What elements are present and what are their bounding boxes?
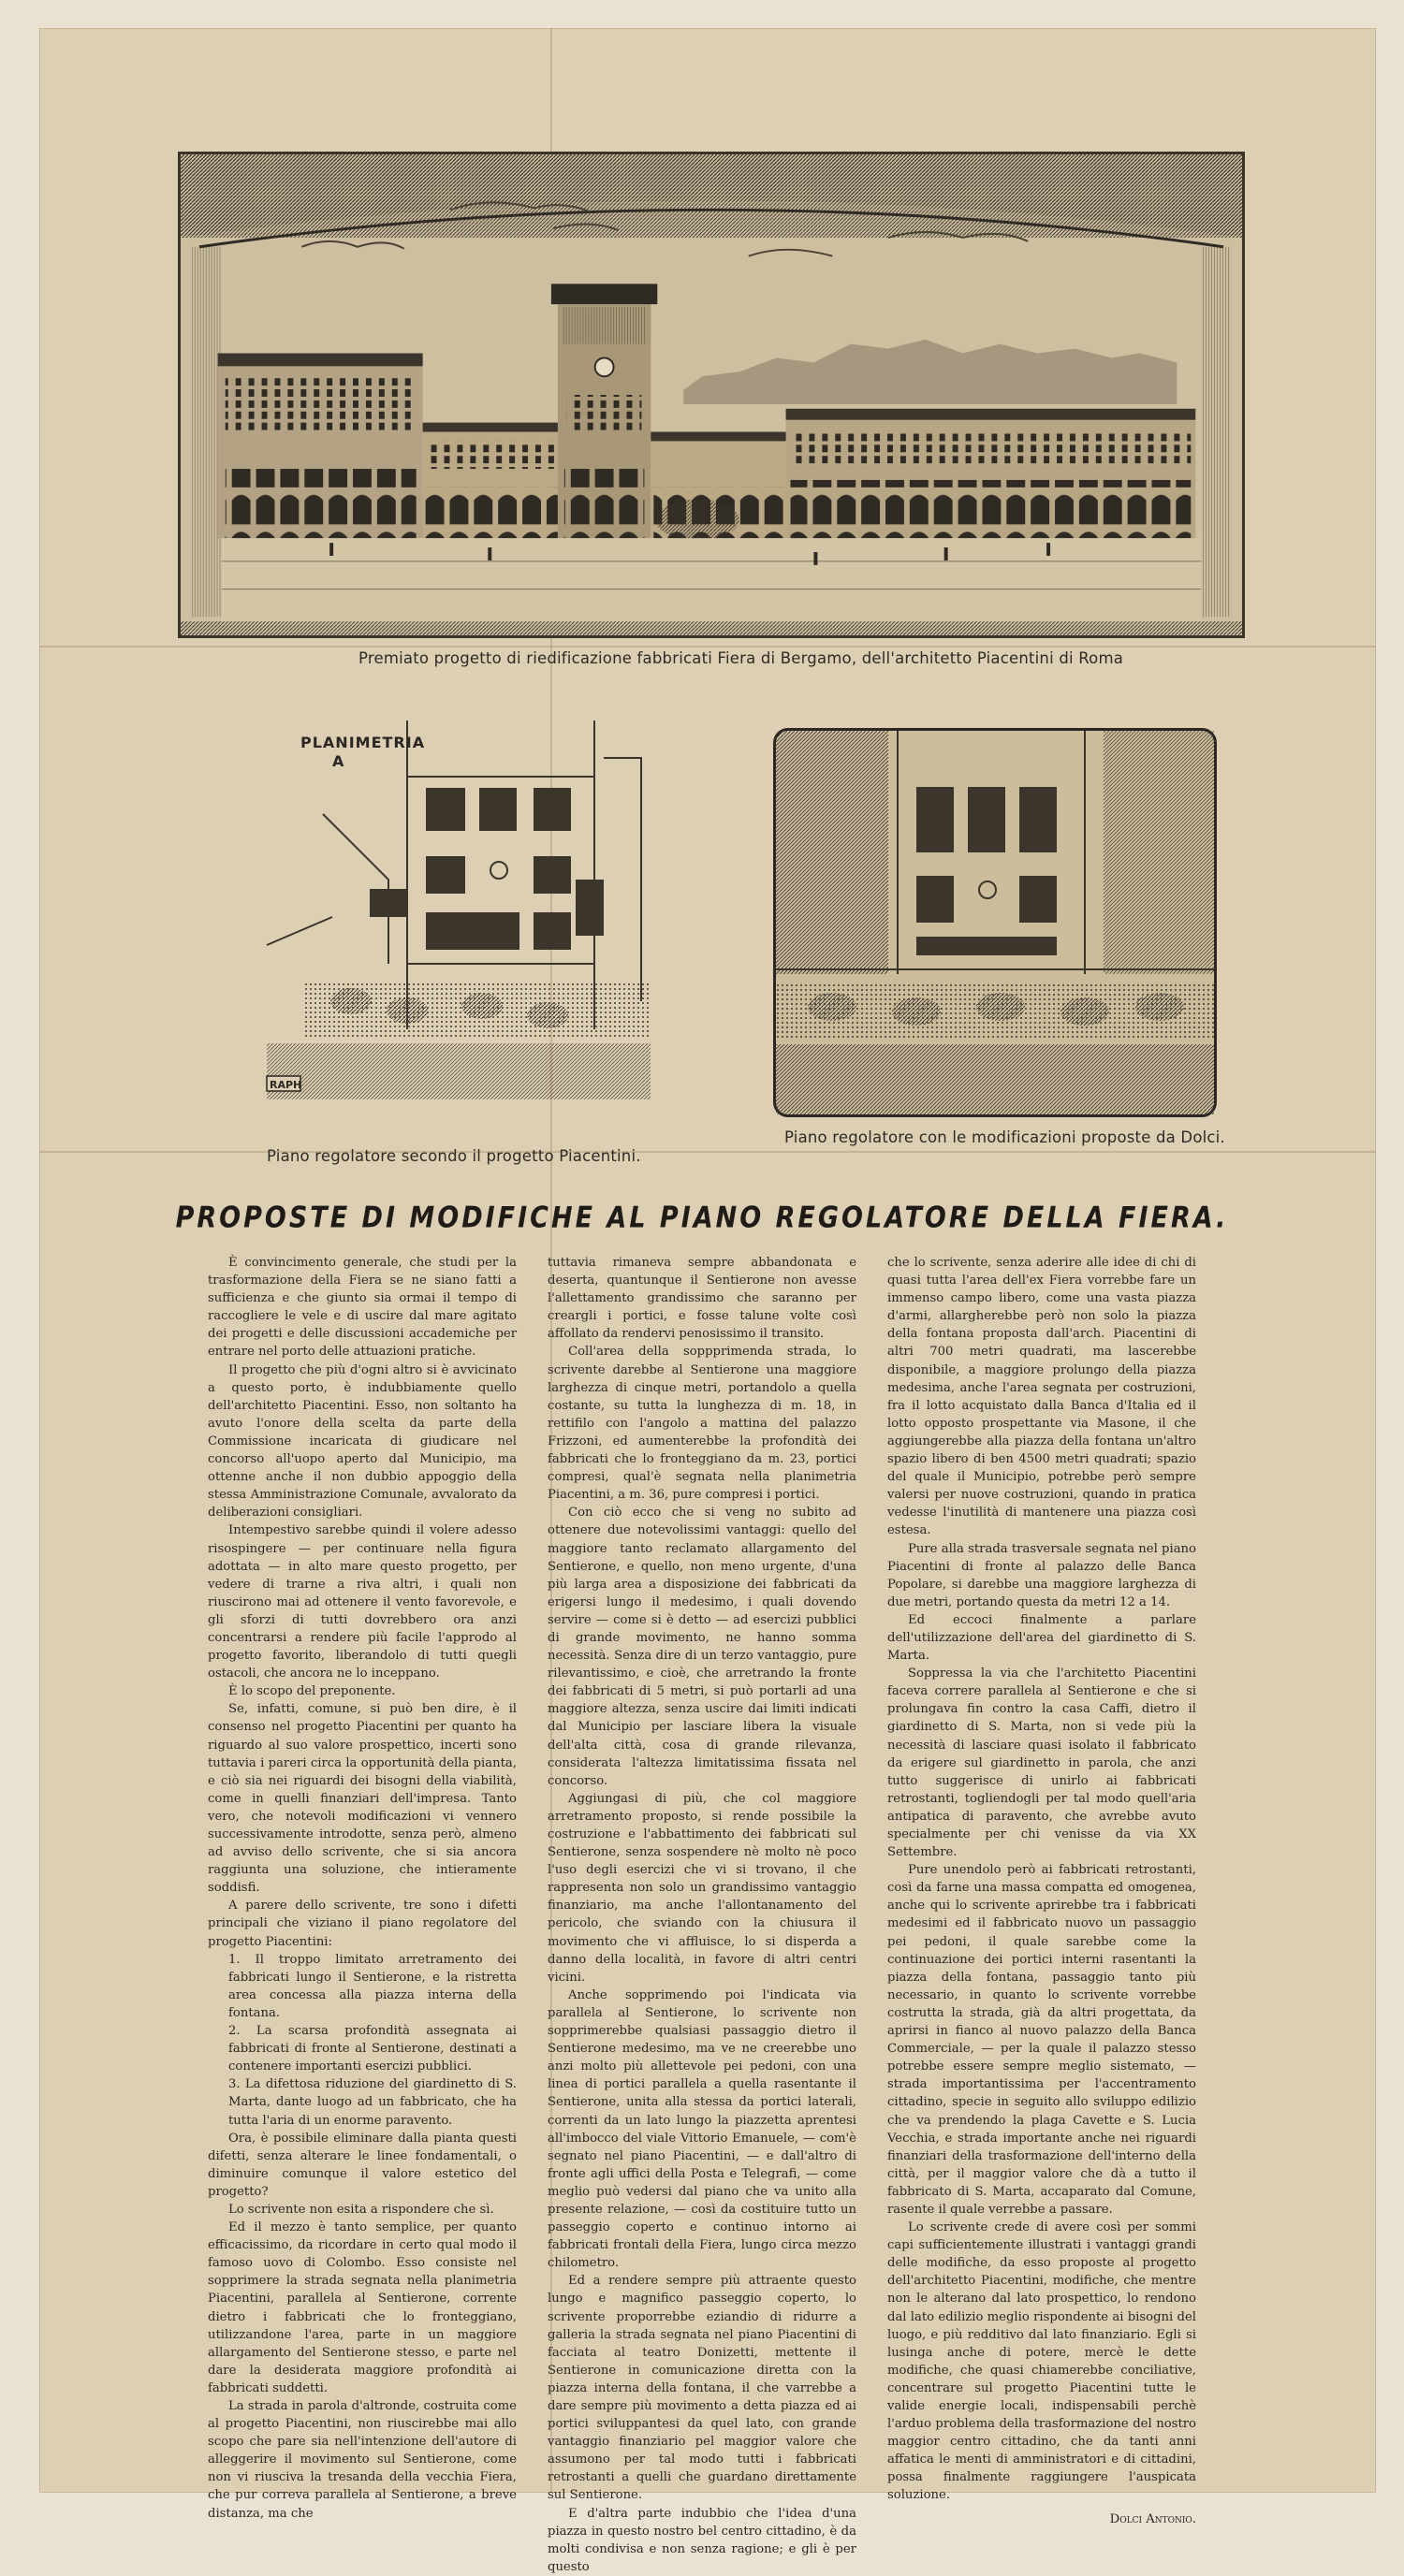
list-item: 2. La scarsa profondità assegnata ai fabbricati di fronte al Sentierone, destinati a contenere importanti esercizi pubblici.	[228, 2024, 517, 2074]
paragraph: Lo scrivente non esita a rispondere che sì.	[228, 2202, 494, 2217]
paragraph: A parere dello scrivente, tre sono i difetti principali che viziano il piano regolatore del progetto Piacentini:	[208, 1899, 517, 1949]
paragraph: Se, infatti, comune, si può ben dire, è il consenso nel progetto Piacentini per quanto ha riguardo al suo valore prospettico, incerti sono tuttavia i pareri circa la opportunità della pianta, e ciò sia nei riguardi dei bisogni della viabilità, come in quelli finanziari dell'impresa. Tanto vero, che notevoli modificazioni vi vennero successivamente introdotte, senza però, almeno ad avviso dello scrivente, che si sia ancora raggiunta una soluzione, che intieramente soddisfi.	[208, 1702, 517, 1896]
paragraph: E d'altra parte indubbio che l'idea d'una piazza in questo nostro bel centro cittadino, è da molti condivisa e non senza ragione; e gli è per questo	[548, 2506, 856, 2574]
author-signature: Dolci Antonio.	[1109, 2511, 1196, 2526]
article-column-2	[548, 1254, 856, 2574]
article-column-1	[208, 1254, 517, 2521]
paragraph: tuttavia rimaneva sempre abbandonata e deserta, quantunque il Sentierone non avesse l'allettamento grandissimo che saranno per creargli i portici, e fosse talune volte così affollato da rendervi penosissimo il transito.	[548, 1256, 856, 1342]
raph-stamp: RAPH	[270, 1079, 302, 1091]
paragraph: Soppressa la via che l'architetto Piacentini faceva correre parallela al Sentierone e che si prolungava fin contro la casa Caffi, dietro il giardinetto di S. Marta, non si vede più la necessità di lasciare quasi isolato il fabbricato da erigere sul giardinetto in parola, che anzi tutto suggerisce di unirlo ai fabbricati retrostanti, togliendogli per tal modo quell'aria antipatica di paravento, che avrebbe avuto specialmente per chi venisse da via XX Settembre.	[887, 1666, 1196, 1860]
paragraph: Ed a rendere sempre più attraente questo lungo e magnifico passeggio coperto, lo scrivente proporrebbe eziandio di ridurre a galleria la strada segnata nel piano Piacentini di facciata al teatro Donizetti, mettente il Sentierone in comunicazione diretta con la piazza interna della fontana, il che varrebbe a dare sempre più movimento a detta piazza ed ai portici sviluppantesi da quel lato, con grande vantaggio finanziario pel maggior valore che assumono per tal modo tutti i fabbricati retrostanti a quelli che guardano direttamente sul Sentierone.	[548, 2274, 856, 2503]
paragraph: Aggiungasi di più, che col maggiore arretramento proposto, si rende possibile la costruzione e l'abbattimento dei fabbricati sul Sentierone, senza sospendere nè molto nè poco l'uso degli esercizi che vi si trovano, il che rappresenta non solo un grandissimo vantaggio finanziario, ma anche l'allontanamento del pericolo, che sviando con la chiusura il movimento che vi affluisce, lo si disperda a danno della località, in favore di altri centri vicini.	[548, 1791, 856, 1985]
plan-dolci	[773, 728, 1217, 1117]
paragraph: Ora, è possibile eliminare dalla pianta questi difetti, senza alterare le linee fondamentali, o diminuire comunque il valore estetico del progetto?	[208, 2131, 517, 2199]
plan-label-planimetria: PLANIMETRIA	[300, 734, 426, 751]
paragraph: È lo scopo del preponente.	[228, 1684, 396, 1699]
paragraph: Il progetto che più d'ogni altro si è avvicinato a questo porto, è indubbiamente quello dell'architetto Piacentini. Esso, non soltanto ha avuto l'onore della scelta da parte della Commissione incaricata di giudicare nel concorso all'uopo aperto dal Municipio, ma ottenne anche il non dubbio appoggio della stessa Amministrazione Comunale, avvalorato da deliberazioni consigliari.	[208, 1362, 517, 1521]
engraving-caption: Premiato progetto di riedificazione fabbricati Fiera di Bergamo, dell'architetto Piacentini di Roma	[358, 649, 1124, 667]
list-item: 1. Il troppo limitato arretramento dei fabbricati lungo il Sentierone, e la ristretta area concessa alla piazza interna della fontana.	[228, 1952, 517, 2020]
engraving-illustration	[178, 152, 1245, 638]
paragraph: Lo scrivente crede di avere così per sommi capi sufficientemente illustrati i vantaggi grandi delle modifiche, da esso proposte al progetto dell'architetto Piacentini, modifiche, che mentre non le alterano dal lato prospettico, lo rendono dal lato edilizio meglio rispondente ai bisogni del luogo, e più redditivo dal lato finanziario. Egli si lusinga anche di potere, mercè le dette modifiche, che quasi chiamerebbe conciliative, concentrare sul progetto Piacentini tutte le valide energie locali, indispensabili perchè l'arduo problema della trasformazione del nostro maggior centro cittadino, che da tanti anni affatica le menti di amministratori e di cittadini, possa finalmente raggiungere l'auspicata soluzione.	[887, 2220, 1196, 2503]
paragraph: Pure unendolo però ai fabbricati retrostanti, così da farne una massa compatta ed omogenea, anche qui lo scrivente aprirebbe tra i fabbricati medesimi ed il fabbricato nuovo un passaggio pei pedoni, il quale sarebbe come la continuazione dei portici interni rasentanti la piazza della fontana, passaggio tanto più necessario, in quanto lo scrivente vorrebbe costrutta la strada, già da altri progettata, da aprirsi in fianco al nuovo palazzo della Banca Commerciale, — per la quale il palazzo stesso potrebbe essere sempre meglio sistemato, — strada importantissima per l'accentramento cittadino, specie in seguito allo sviluppo edilizio che va prendendo la plaga Cavette e S. Lucia Vecchia, e strada importante anche nei riguardi finanziari della trasformazione dell'interno della città, per il maggior valore che dà a tutto il fabbricato di S. Marta, accaparato dal Comune, rasente il quale verrebbe a passare.	[887, 1863, 1196, 2217]
fold-line-upper	[39, 646, 1376, 648]
plan-label-letter: A	[332, 752, 345, 770]
paragraph: La strada in parola d'altronde, costruita come al progetto Piacentini, non riuscirebbe mai allo scopo che pare sia nell'intenzione dell'autore di alleggerire il movimento sul Sentierone, come non vi riusciva la tresanda della vecchia Fiera, che pur correva parallela al Sentierone, a breve distanza, ma che	[208, 2399, 517, 2521]
paragraph: Coll'area della soppprimenda strada, lo scrivente darebbe al Sentierone una maggiore larghezza di cinque metri, portandolo a quella costante, su tutta la lunghezza di m. 18, in rettifilo con l'angolo a mattina del palazzo Frizzoni, ed aumenterebbe la profondità dei fabbricati che lo fronteggiano da m. 23, portici compresi, qual'è segnata nella planimetria Piacentini, a m. 36, pure compresi i portici.	[548, 1345, 856, 1503]
list-item: 3. La difettosa riduzione del giardinetto di S. Marta, dante luogo ad un fabbricato, che ha tutta l'aria di un enorme paravento.	[228, 2077, 517, 2128]
paragraph: Ed eccoci finalmente a parlare dell'utilizzazione dell'area del giardinetto di S. Marta.	[887, 1612, 1196, 1664]
paragraph: Con ciò ecco che si veng no subito ad ottenere due notevolissimi vantaggi: quello del maggiore tanto reclamato allargamento del Sentierone, e quello, non meno urgente, d'una più larga area a disposizione dei fabbricati da erigersi lungo il medesimo, i quali dovendo servire — come si è detto — ad esercizi pubblici di grande movimento, ne hanno somma necessità. Senza dire di un terzo vantaggio, pure rilevantissimo, e cioè, che arretrando la fronte dei fabbricati di 5 metri, si può portarli ad una maggiore altezza, senza uscire dai limiti indicati dal Municipio per lasciare libera la visuale dell'alta città, cosa di grande rilevanza, considerata l'altezza limitatissima fissata nel concorso.	[548, 1506, 856, 1788]
plan-left-caption: Piano regolatore secondo il progetto Piacentini.	[267, 1147, 641, 1165]
paragraph: Intempestivo sarebbe quindi il volere adesso risospingere — per continuare nella figura adottata — in alto mare questo progetto, per vedere di trarne a riva altri, i quali non riuscirono mai ad ottenere il vento favorevole, e gli sforzi di tutti dovrebbero ora anzi concentrarsi a rendere più facile l'approdo al progetto favorito, liberandolo di tutti quegli ostacoli, che ancora ne lo inceppano.	[208, 1523, 517, 1681]
paragraph: È convincimento generale, che studi per la trasformazione della Fiera se ne siano fatti a sufficienza e che giunto sia ormai il tempo di raccogliere le vele e di uscire dal mare agitato dei progetti e delle discussioni accademiche per entrare nel porto delle attuazioni pratiche.	[208, 1256, 517, 1360]
plan-piacentini	[267, 720, 660, 1123]
paragraph: Pure alla strada trasversale segnata nel piano Piacentini di fronte al palazzo delle Banca Popolare, si darebbe una maggiore larghezza di due metri, portando questa da metri 12 a 14.	[887, 1541, 1196, 1609]
paragraph: Anche sopprimendo poi l'indicata via parallela al Sentierone, lo scrivente non sopprimerebbe qualsiasi passaggio dietro il Sentierone medesimo, ma ve ne creerebbe uno anzi molto più allettevole pei pedoni, con una linea di portici parallela a quella rasentante il Sentierone, unita alla stessa da portici laterali, correnti da un lato lungo la piazzetta aprentesi all'imbocco del viale Vittorio Emanuele, — com'è segnato nel piano Piacentini, — e dall'altro di fronte agli uffici della Posta e Telegrafi, — come meglio può vedersi dal piano che va unito alla presente relazione, — così da costituire tutto un passeggio coperto e continuo intorno ai fabbricati frontali della Fiera, lungo circa mezzo chilometro.	[548, 1987, 856, 2271]
article-column-3	[887, 1254, 1196, 2526]
paragraph: Ed il mezzo è tanto semplice, per quanto efficacissimo, da ricordare in certo qual modo il famoso uovo di Colombo. Esso consiste nel sopprimere la strada segnata nella planimetria Piacentini, parallela al Sentierone, corrente dietro i fabbricati che lo fronteggiano, utilizzandone l'area, parte in un maggiore allargamento del Sentierone stesso, e parte nel dare la desiderata maggiore profondità ai fabbricati suddetti.	[208, 2220, 517, 2395]
article-title: PROPOSTE DI MODIFICHE AL PIANO REGOLATORE DELLA FIERA.	[175, 1201, 1229, 1235]
paragraph: che lo scrivente, senza aderire alle idee di chi di quasi tutta l'area dell'ex Fiera vorrebbe fare un immenso campo libero, come una vasta piazza d'armi, allargherebbe però non solo la piazza della fontana proposta dall'arch. Piacentini di altri 700 metri quadrati, ma lascerebbe disponibile, a maggiore prolungo della piazza medesima, anche l'area segnata per costruzioni, fra il lotto acquistato dalla Banca d'Italia ed il lotto opposto prospettante via Masone, il che aggiungerebbe alla piazza della fontana un'altro spazio libero di ben 4500 metri quadrati; spazio del quale il Municipio, potrebbe però sempre valersi per nuove costruzioni, quando in pratica vedesse l'inutilità di mantenere una piazza così estesa.	[887, 1256, 1196, 1538]
fold-line-lower	[39, 1151, 1376, 1153]
plan-right-caption: Piano regolatore con le modificazioni proposte da Dolci.	[784, 1128, 1225, 1146]
